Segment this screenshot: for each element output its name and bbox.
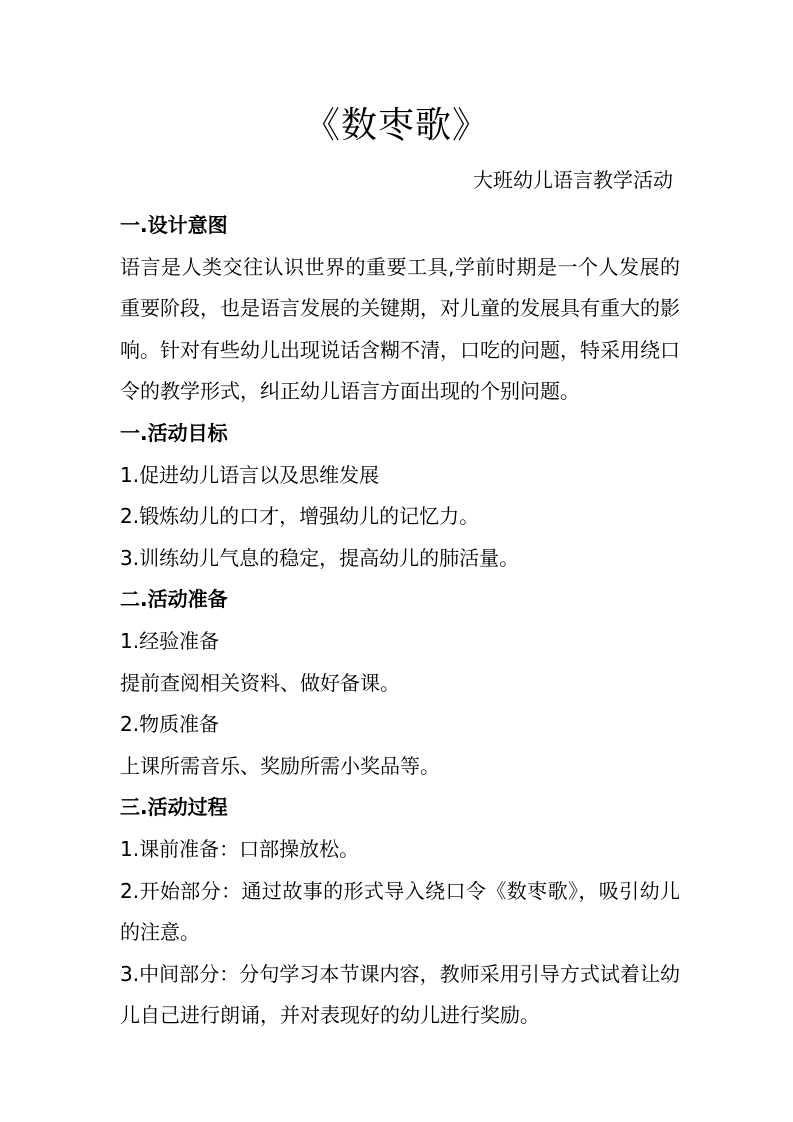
section-heading-design-intent: 一.设计意图: [120, 213, 228, 237]
preparation-item-materials: 2.物质准备: [120, 712, 220, 737]
goal-item-1: 1.促进幼儿语言以及思维发展: [120, 462, 380, 487]
preparation-detail-materials: 上课所需音乐、奖励所需小奖品等。: [120, 753, 440, 778]
process-step-2: 2.开始部分：通过故事的形式导入绕口令《数枣歌》，吸引幼儿的注意。: [120, 878, 680, 945]
paragraph-design-intent: 语言是人类交往认识世界的重要工具,学前时期是一个人发展的重要阶段，也是语言发展的关键期，对儿童的发展具有重大的影响。针对有些幼儿出现说话含糊不清，口吃的问题，特采用绕口令的教学形式，纠正幼儿语言方面出现的个别问题。: [120, 254, 680, 404]
preparation-item-experience: 1.经验准备: [120, 628, 220, 653]
process-step-3: 3.中间部分：分句学习本节课内容，教师采用引导方式试着让幼儿自己进行朗诵，并对表现好的幼儿进行奖励。: [120, 961, 680, 1028]
process-step-1: 1.课前准备：口部操放松。: [120, 836, 360, 861]
section-heading-activity-process: 三.活动过程: [120, 795, 228, 820]
goal-item-3: 3.训练幼儿气息的稳定，提高幼儿的肺活量。: [120, 545, 520, 570]
section-heading-activity-goals: 一.活动目标: [120, 420, 228, 445]
document-body: [120, 205, 680, 1037]
preparation-detail-experience: 提前查阅相关资料、做好备课。: [120, 670, 400, 695]
document-subtitle: 大班幼儿语言教学活动: [473, 168, 673, 192]
goal-item-2: 2.锻炼幼儿的口才，增强幼儿的记忆力。: [120, 504, 480, 529]
section-heading-activity-preparation: 二.活动准备: [120, 587, 228, 612]
document-title: 《数枣歌》: [303, 105, 489, 146]
